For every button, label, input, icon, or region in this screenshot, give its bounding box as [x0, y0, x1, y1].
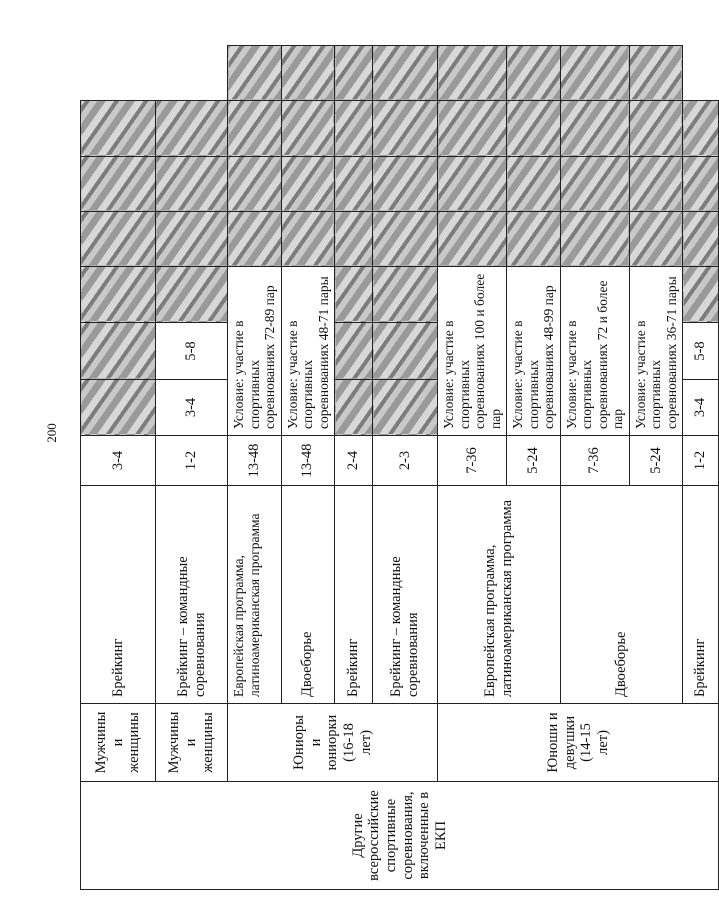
shaded-cell [281, 101, 335, 157]
table-row [81, 46, 156, 890]
count-cell: 5-24 [507, 436, 561, 486]
shaded-cell [335, 323, 373, 380]
count-cell: 5-24 [629, 436, 683, 486]
shaded-cell [507, 157, 561, 212]
shaded-cell [683, 267, 719, 323]
discipline-cell: Двоеборье [281, 486, 335, 704]
shaded-cell [373, 157, 438, 212]
shaded-cell [373, 212, 438, 267]
shaded-cell [373, 101, 438, 157]
shaded-cell [156, 157, 228, 212]
count-cell: 7-36 [438, 436, 507, 486]
discipline-cell: Брейкинг [81, 486, 156, 704]
competition-table [80, 45, 719, 890]
condition-cell: Условие: участие в спортивных соревнованиях 48-99 пар [507, 267, 561, 436]
shaded-cell [335, 46, 373, 101]
condition-cell: Условие: участие в спортивных соревнованиях 48-71 пары [281, 267, 335, 436]
shaded-cell [281, 157, 335, 212]
shaded-cell [156, 267, 228, 323]
shaded-cell [81, 380, 156, 436]
shaded-cell [335, 101, 373, 157]
shaded-cell [335, 267, 373, 323]
age-cell: Юниоры и юниорки (16-18 лет) [228, 704, 438, 782]
rotated-table-container [80, 45, 709, 890]
shaded-cell [373, 323, 438, 380]
count-cell: 1-2 [156, 436, 228, 486]
count-cell: 2-3 [373, 436, 438, 486]
value-cell: 3-4 [156, 380, 228, 436]
value-cell: 5-8 [683, 323, 719, 380]
shaded-cell [438, 212, 507, 267]
count-cell: 2-4 [335, 436, 373, 486]
age-cell: Юноши и девушки (14-15 лет) [438, 704, 719, 782]
shaded-cell [228, 157, 282, 212]
shaded-cell [156, 212, 228, 267]
shaded-cell [228, 46, 282, 101]
count-cell: 13-48 [281, 436, 335, 486]
shaded-cell [228, 212, 282, 267]
shaded-cell [683, 157, 719, 212]
discipline-cell: Брейкинг – командные соревнования [156, 486, 228, 704]
shaded-cell [683, 212, 719, 267]
shaded-cell [560, 157, 629, 212]
shaded-cell [560, 212, 629, 267]
shaded-cell [156, 101, 228, 157]
shaded-cell [629, 101, 683, 157]
shaded-cell [81, 212, 156, 267]
shaded-cell [335, 380, 373, 436]
page-number: 200 [44, 423, 59, 443]
discipline-cell: Брейкинг – командные соревнования [373, 486, 438, 704]
age-cell: Мужчины и женщины [81, 704, 156, 782]
condition-cell: Условие: участие в спортивных соревнованиях 72-89 пар [228, 267, 282, 436]
table-row [438, 46, 507, 890]
shaded-cell [81, 101, 156, 157]
table-row [156, 46, 228, 890]
shaded-cell [629, 46, 683, 101]
shaded-cell [81, 267, 156, 323]
discipline-cell: Двоеборье [560, 486, 683, 704]
shaded-cell [81, 323, 156, 380]
shaded-cell [373, 267, 438, 323]
shaded-cell [507, 46, 561, 101]
discipline-cell: Брейкинг [335, 486, 373, 704]
condition-cell: Условие: участие в спортивных соревнованиях 36-71 пары [629, 267, 683, 436]
shaded-cell [335, 157, 373, 212]
shaded-cell [228, 101, 282, 157]
shaded-cell [560, 101, 629, 157]
count-cell: 3-4 [81, 436, 156, 486]
shaded-cell [438, 46, 507, 101]
value-cell: 3-4 [683, 380, 719, 436]
shaded-cell [507, 212, 561, 267]
section-cell: Другие всероссийские спортивные соревнования, включенные в ЕКП [81, 782, 719, 890]
table-row [228, 46, 282, 890]
count-cell: 13-48 [228, 436, 282, 486]
shaded-cell [507, 101, 561, 157]
condition-cell: Условие: участие в спортивных соревнованиях 72 и более пар [560, 267, 629, 436]
shaded-cell [629, 157, 683, 212]
shaded-cell [629, 212, 683, 267]
shaded-cell [683, 101, 719, 157]
condition-cell: Условие: участие в спортивных соревнованиях 100 и более пар [438, 267, 507, 436]
count-cell: 7-36 [560, 436, 629, 486]
discipline-cell: Брейкинг [683, 486, 719, 704]
value-cell: 5-8 [156, 323, 228, 380]
shaded-cell [281, 46, 335, 101]
count-cell: 1-2 [683, 436, 719, 486]
shaded-cell [81, 157, 156, 212]
shaded-cell [373, 46, 438, 101]
discipline-cell: Европейская программа, латиноамериканская программа [438, 486, 561, 704]
shaded-cell [281, 212, 335, 267]
shaded-cell [560, 46, 629, 101]
shaded-cell [438, 157, 507, 212]
shaded-cell [373, 380, 438, 436]
shaded-cell [438, 101, 507, 157]
shaded-cell [335, 212, 373, 267]
discipline-cell: Европейская программа, латиноамериканская программа [228, 486, 282, 704]
age-cell: Мужчины и женщины [156, 704, 228, 782]
